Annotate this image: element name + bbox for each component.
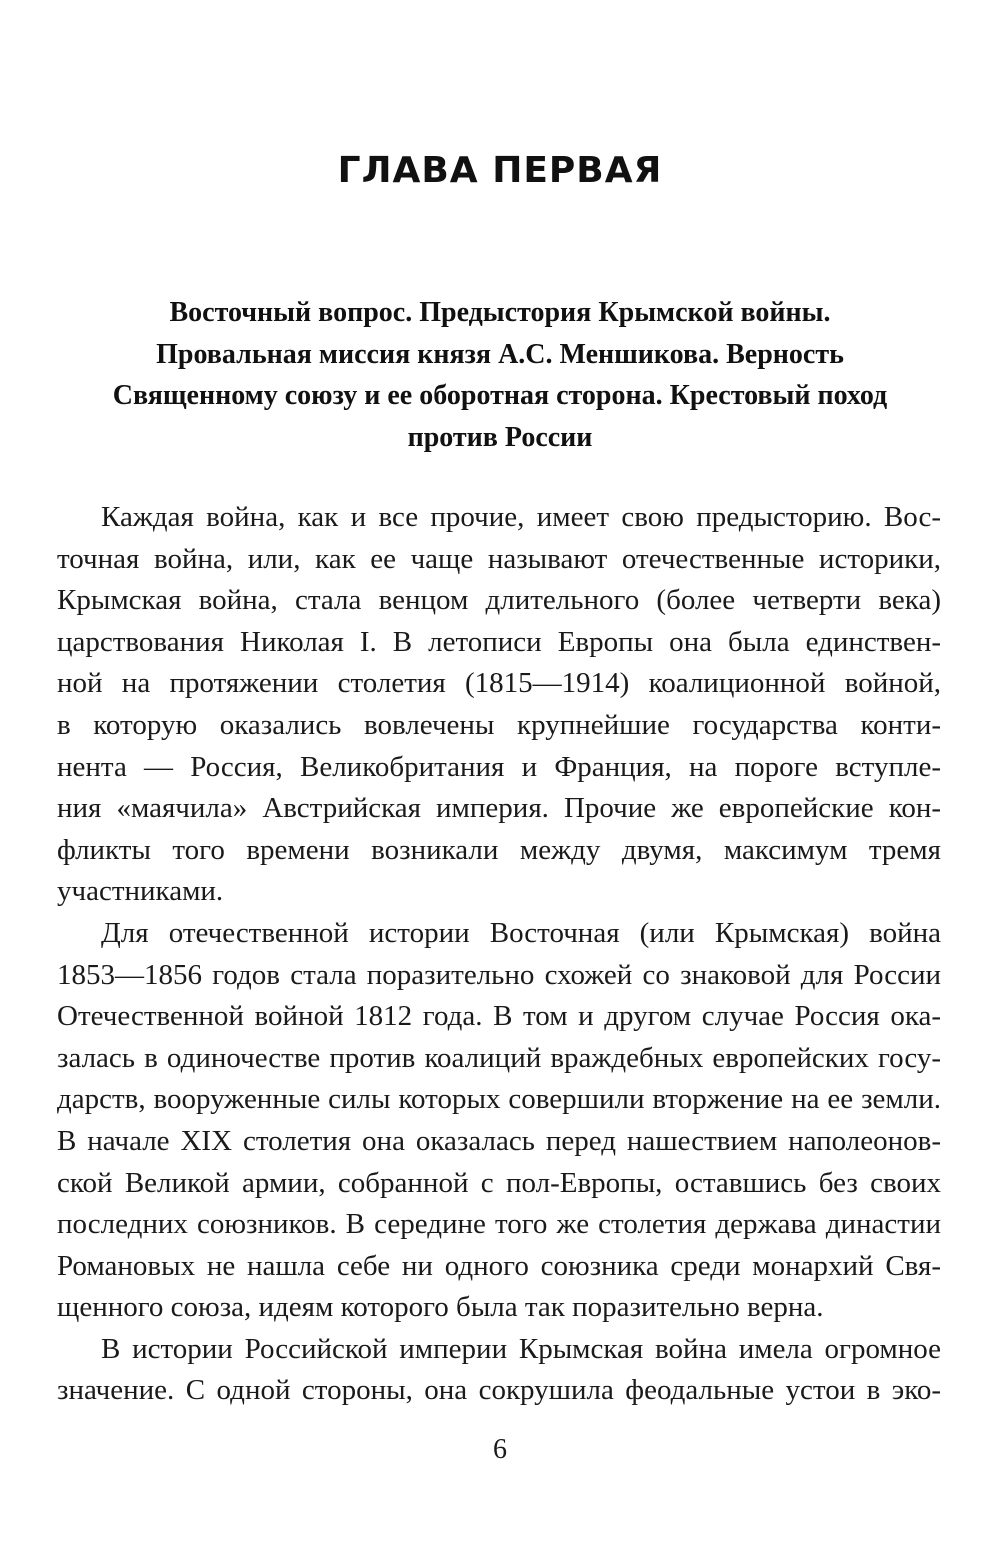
text-line: Для отечественной истории Восточная (или Крымская) война <box>101 916 941 949</box>
text-line: царствования Николая I. В летописи Европы она была единствен- <box>57 625 941 658</box>
text-line: значение. С одной стороны, она сокрушила феодальные устои в эко- <box>57 1374 941 1407</box>
subtitle-line: против России <box>407 421 593 453</box>
text-line: 1853—1856 годов стала поразительно схожей со знаковой для России <box>57 958 941 991</box>
paragraph-2 <box>57 913 941 1329</box>
page-number: 6 <box>493 1434 507 1465</box>
text-line: В истории Российской империи Крымская война имела огромное <box>101 1332 941 1365</box>
text-line: фликты того времени возникали между двумя, максимум тремя <box>57 833 941 866</box>
text-line: нента — Россия, Великобритания и Франция, на пороге вступле- <box>57 750 941 783</box>
paragraph-3 <box>57 1329 941 1412</box>
text-line: В начале XIX столетия она оказалась перед нашествием наполеонов- <box>57 1124 941 1157</box>
chapter-subtitle <box>60 292 940 458</box>
text-line: Романовых не нашла себе ни одного союзника среди монархий Свя- <box>57 1249 941 1282</box>
text-line: ния «маячила» Австрийская империя. Прочие же европейские кон- <box>57 792 941 825</box>
text-line: Крымская война, стала венцом длительного (более четверти века) <box>57 584 941 617</box>
text-line: Каждая война, как и все прочие, имеет свою предысторию. Вос- <box>101 501 941 533</box>
text-line: залась в одиночестве против коалиций враждебных европейских госу- <box>57 1041 941 1074</box>
text-line: последних союзников. В середине того же столетия держава династии <box>57 1208 941 1241</box>
chapter-title: ГЛАВА ПЕРВАЯ <box>337 150 663 191</box>
body-text <box>57 497 941 1412</box>
text-line: участниками. <box>57 875 224 908</box>
text-line: ской Великой армии, собранной с пол-Европы, оставшись без своих <box>57 1166 941 1199</box>
text-line: дарств, вооруженные силы которых совершили вторжение на ее земли. <box>57 1083 941 1116</box>
text-line: точная война, или, как ее чаще называют отечественные историки, <box>57 542 941 575</box>
text-line: Отечественной войной 1812 года. В том и другом случае Россия ока- <box>57 1000 941 1033</box>
paragraph-1 <box>57 497 941 913</box>
subtitle-line: Священному союзу и ее оборотная сторона. Крестовый поход <box>112 380 888 411</box>
text-line: щенного союза, идеям которого была так поразительно верна. <box>57 1291 824 1324</box>
text-line: в которую оказались вовлечены крупнейшие государства конти- <box>57 708 941 741</box>
subtitle-line: Восточный вопрос. Предыстория Крымской войны. <box>169 297 831 328</box>
text-line: ной на протяжении столетия (1815—1914) коалиционной войной, <box>57 667 941 700</box>
subtitle-line: Провальная миссия князя А.С. Меншикова. Верность <box>156 338 844 370</box>
